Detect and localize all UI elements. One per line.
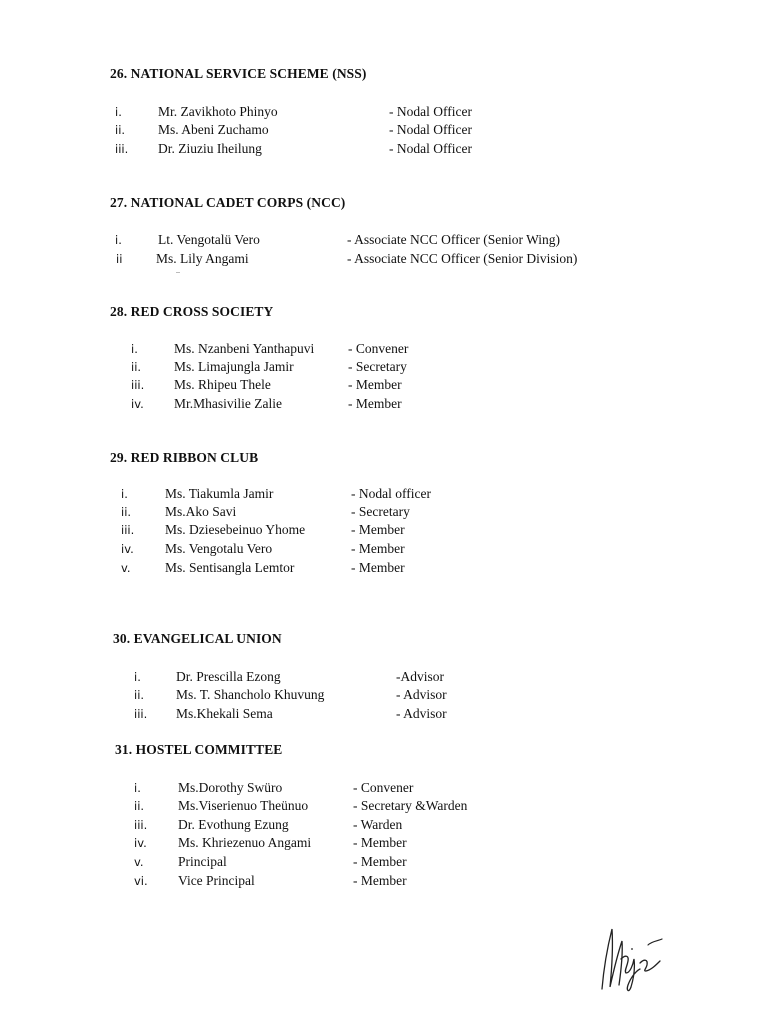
list-item [0,669,758,687]
list-item [0,122,758,140]
item-number: i. [115,105,122,119]
item-number: ii. [115,123,126,137]
member-name: Lt. Vengotalü Vero [158,232,260,247]
section-title-ncc: 27. NATIONAL CADET CORPS (NCC) [110,195,346,210]
list-item [0,251,758,269]
member-name: Ms. Khriezenuo Angami [178,835,312,850]
item-number: vi. [134,874,148,888]
item-number: i. [134,670,141,684]
member-name: Vice Principal [178,873,255,888]
item-number: iii. [134,818,148,832]
member-name: Ms. Dziesebeinuo Yhome [165,522,306,537]
list-item [0,504,758,522]
signature-image [588,915,668,995]
item-number: iii. [115,142,129,156]
member-role: - Secretary &Warden [353,798,468,813]
list-item [0,141,758,159]
item-number: iii. [121,523,135,537]
section-title-nss: 26. NATIONAL SERVICE SCHEME (NSS) [110,66,367,81]
member-name: Ms. Vengotalu Vero [165,541,273,556]
item-number: i. [134,781,141,795]
section-title-red-cross: 28. RED CROSS SOCIETY [110,304,274,319]
member-name: Ms. Tiakumla Jamir [165,486,274,501]
item-number: ii. [131,360,142,374]
member-name: Ms. Lily Angami [156,251,249,266]
item-number: iii. [131,378,145,392]
member-role: - Nodal Officer [389,122,472,137]
member-name: Mr.Mhasivilie Zalie [174,396,282,411]
member-name: Ms.Khekali Sema [176,706,273,721]
item-number: ii [116,252,123,266]
member-role: - Secretary [348,359,407,374]
member-name: Ms.Dorothy Swüro [178,780,283,795]
member-role: - Member [351,560,405,575]
member-name: Dr. Prescilla Ezong [176,669,281,684]
section-title-evangelical-union: 30. EVANGELICAL UNION [113,631,282,646]
member-name: Ms.Viserienuo Theünuo [178,798,309,813]
item-number: ii. [134,799,145,813]
member-role: - Member [348,396,402,411]
item-number: iv. [121,542,134,556]
list-item [0,377,758,395]
member-role: - Member [351,522,405,537]
list-item [0,687,758,705]
member-role: - Nodal Officer [389,104,472,119]
member-role: -Advisor [396,669,444,684]
section-title-red-ribbon: 29. RED RIBBON CLUB [110,450,259,465]
member-role: - Associate NCC Officer (Senior Wing) [347,232,561,247]
member-role: - Member [348,377,402,392]
item-number: iv. [131,397,144,411]
item-number: i. [115,233,122,247]
list-item [0,798,758,816]
scan-speck [176,272,180,273]
member-name: Mr. Zavikhoto Phinyo [158,104,278,119]
member-name: Dr. Ziuziu Iheilung [158,141,262,156]
member-name: Ms. T. Shancholo Khuvung [176,687,325,702]
list-item [0,359,758,377]
list-item [0,560,758,578]
member-name: Ms. Nzanbeni Yanthapuvi [174,341,315,356]
list-item [0,541,758,559]
list-item [0,873,758,891]
list-item [0,706,758,724]
member-name: Ms. Rhipeu Thele [174,377,271,392]
item-number: i. [131,342,138,356]
member-role: - Associate NCC Officer (Senior Division) [347,251,578,266]
list-item [0,522,758,540]
section-title-hostel-committee: 31. HOSTEL COMMITTEE [115,742,283,757]
member-role: - Member [351,541,405,556]
list-item [0,486,758,504]
member-role: - Nodal officer [351,486,431,501]
member-role: - Convener [353,780,414,795]
member-name: Dr. Evothung Ezung [178,817,289,832]
member-name: Principal [178,854,227,869]
item-number: v. [121,561,131,575]
item-number: ii. [134,688,145,702]
item-number: ii. [121,505,132,519]
member-name: Ms. Abeni Zuchamo [158,122,269,137]
member-role: - Secretary [351,504,410,519]
list-item [0,854,758,872]
member-name: Ms. Sentisangla Lemtor [165,560,295,575]
member-name: Ms. Limajungla Jamir [174,359,294,374]
member-role: - Advisor [396,687,447,702]
item-number: iii. [134,707,148,721]
member-role: - Warden [353,817,403,832]
item-number: v. [134,855,144,869]
list-item [0,341,758,359]
member-role: - Member [353,873,407,888]
list-item [0,835,758,853]
member-role: - Member [353,854,407,869]
member-role: - Nodal Officer [389,141,472,156]
list-item [0,232,758,250]
list-item [0,396,758,414]
member-name: Ms.Ako Savi [165,504,237,519]
member-role: - Convener [348,341,409,356]
member-role: - Member [353,835,407,850]
item-number: iv. [134,836,147,850]
list-item [0,104,758,122]
list-item [0,780,758,798]
member-role: - Advisor [396,706,447,721]
item-number: i. [121,487,128,501]
list-item [0,817,758,835]
